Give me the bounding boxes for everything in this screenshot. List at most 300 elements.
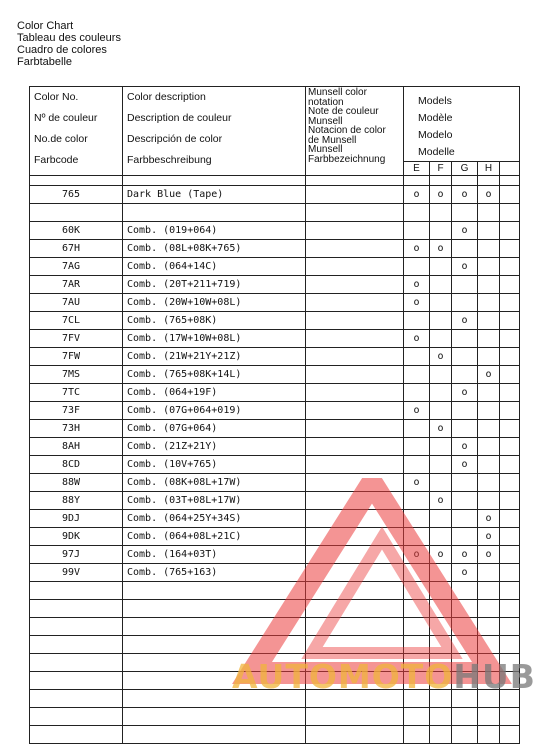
munsell-cell (306, 438, 404, 456)
blank-cell (123, 618, 306, 636)
chart-titles (17, 20, 121, 68)
table-row (30, 384, 520, 402)
blank-cell (430, 708, 452, 726)
blank-cell (30, 582, 123, 600)
model-mark-cell (404, 420, 430, 438)
blank-cell (404, 690, 430, 708)
blank-cell (452, 690, 478, 708)
table-row (30, 438, 520, 456)
munsell-cell (306, 492, 404, 510)
color-code-cell: 7AR (30, 276, 123, 294)
blank-cell (500, 726, 520, 744)
model-extra-cell (500, 186, 520, 204)
model-extra-cell (500, 276, 520, 294)
munsell-cell (306, 258, 404, 276)
table-row (30, 204, 520, 222)
model-mark-cell: o (404, 240, 430, 258)
blank-cell (306, 618, 404, 636)
title-fr: Tableau des couleurs (17, 32, 121, 44)
model-mark-cell (478, 384, 500, 402)
blank-cell (404, 726, 430, 744)
model-mark-cell (430, 510, 452, 528)
blank-cell (478, 726, 500, 744)
blank-cell (430, 636, 452, 654)
model-mark-cell: o (478, 546, 500, 564)
color-description-cell: Comb. (07G+064+019) (123, 402, 306, 420)
table-row (30, 276, 520, 294)
model-mark-cell (404, 258, 430, 276)
model-mark-cell: o (430, 240, 452, 258)
blank-row (30, 582, 520, 600)
color-code-cell: 7AU (30, 294, 123, 312)
table-row (30, 564, 520, 582)
model-mark-cell (404, 528, 430, 546)
model-mark-cell (478, 492, 500, 510)
model-letter: G (452, 162, 478, 176)
color-code-cell: 9DK (30, 528, 123, 546)
model-mark-cell (452, 510, 478, 528)
header-models: Models Modèle Modelo Modelle (404, 87, 520, 162)
color-description-cell: Comb. (064+08L+21C) (123, 528, 306, 546)
model-mark-cell: o (452, 186, 478, 204)
model-extra-cell (500, 330, 520, 348)
color-description-cell: Comb. (765+08K+14L) (123, 366, 306, 384)
color-code-cell: 765 (30, 186, 123, 204)
model-mark-cell: o (478, 510, 500, 528)
color-code-cell: 7AG (30, 258, 123, 276)
model-extra-cell (500, 546, 520, 564)
blank-cell (123, 600, 306, 618)
model-mark-cell (404, 348, 430, 366)
header-color-description: Color description Description de couleur Descripción de color Farbbeschreibung (123, 87, 306, 176)
model-mark-cell (404, 222, 430, 240)
color-code-cell: 67H (30, 240, 123, 258)
spacer-cell (123, 176, 306, 186)
color-description-cell (123, 204, 306, 222)
color-code-cell (30, 204, 123, 222)
blank-cell (30, 618, 123, 636)
blank-cell (306, 582, 404, 600)
blank-row (30, 690, 520, 708)
color-description-cell: Comb. (064+14C) (123, 258, 306, 276)
color-description-cell: Comb. (08L+08K+765) (123, 240, 306, 258)
model-mark-cell (452, 276, 478, 294)
blank-cell (478, 636, 500, 654)
model-mark-cell (430, 474, 452, 492)
table-row (30, 420, 520, 438)
model-mark-cell: o (430, 492, 452, 510)
model-extra-cell (500, 510, 520, 528)
model-mark-cell (478, 330, 500, 348)
blank-cell (306, 654, 404, 672)
table-row (30, 348, 520, 366)
spacer-row (30, 176, 520, 186)
model-mark-cell: o (452, 222, 478, 240)
color-code-cell: 99V (30, 564, 123, 582)
model-extra-cell (500, 384, 520, 402)
blank-cell (430, 690, 452, 708)
color-description-cell: Comb. (765+163) (123, 564, 306, 582)
blank-cell (478, 582, 500, 600)
blank-cell (452, 600, 478, 618)
blank-cell (478, 708, 500, 726)
blank-cell (452, 618, 478, 636)
spacer-cell (452, 176, 478, 186)
blank-cell (404, 636, 430, 654)
munsell-cell (306, 276, 404, 294)
blank-cell (430, 654, 452, 672)
table-row (30, 222, 520, 240)
blank-cell (430, 582, 452, 600)
blank-cell (30, 726, 123, 744)
spacer-cell (430, 176, 452, 186)
model-mark-cell (478, 294, 500, 312)
color-code-cell: 7FV (30, 330, 123, 348)
model-extra-cell (500, 240, 520, 258)
model-mark-cell (430, 384, 452, 402)
model-mark-cell: o (452, 438, 478, 456)
header-munsell: Munsell color notation Note de couleur Munsell Notacion de color de Munsell Munsell Farbbezeichnung (306, 87, 404, 176)
model-mark-cell (478, 402, 500, 420)
table-body (30, 176, 520, 744)
color-code-cell: 97J (30, 546, 123, 564)
model-mark-cell (404, 312, 430, 330)
munsell-cell (306, 456, 404, 474)
model-extra-cell (500, 528, 520, 546)
blank-cell (478, 672, 500, 690)
spacer-cell (478, 176, 500, 186)
blank-cell (452, 582, 478, 600)
munsell-cell (306, 384, 404, 402)
blank-row (30, 672, 520, 690)
title-de: Farbtabelle (17, 56, 73, 68)
munsell-cell (306, 402, 404, 420)
blank-cell (123, 636, 306, 654)
color-description-cell: Comb. (20T+211+719) (123, 276, 306, 294)
color-code-cell: 73H (30, 420, 123, 438)
model-mark-cell (478, 258, 500, 276)
model-mark-cell (430, 438, 452, 456)
blank-cell (500, 690, 520, 708)
model-extra-cell (500, 204, 520, 222)
munsell-cell (306, 312, 404, 330)
color-description-cell: Comb. (064+25Y+34S) (123, 510, 306, 528)
munsell-cell (306, 222, 404, 240)
blank-cell (478, 618, 500, 636)
model-extra-cell (500, 420, 520, 438)
color-code-cell: 88Y (30, 492, 123, 510)
model-mark-cell (452, 402, 478, 420)
color-description-cell: Comb. (064+19F) (123, 384, 306, 402)
color-description-cell: Comb. (21Z+21Y) (123, 438, 306, 456)
model-mark-cell (404, 366, 430, 384)
model-mark-cell: o (478, 366, 500, 384)
title-es: Cuadro de colores (17, 44, 107, 56)
header-color-no: Color No. Nº de couleur No.de color Farbcode (30, 87, 123, 176)
model-extra-cell (500, 492, 520, 510)
model-mark-cell (478, 276, 500, 294)
model-mark-cell: o (452, 384, 478, 402)
blank-cell (306, 708, 404, 726)
spacer-cell (306, 176, 404, 186)
blank-cell (404, 582, 430, 600)
model-extra-cell (500, 456, 520, 474)
blank-cell (452, 654, 478, 672)
model-mark-cell (430, 330, 452, 348)
model-mark-cell: o (430, 546, 452, 564)
color-code-cell: 73F (30, 402, 123, 420)
model-extra-cell (500, 312, 520, 330)
table-row (30, 258, 520, 276)
model-extra-cell (500, 258, 520, 276)
table-row (30, 402, 520, 420)
color-description-cell: Comb. (164+03T) (123, 546, 306, 564)
model-mark-cell: o (404, 402, 430, 420)
blank-cell (123, 726, 306, 744)
model-mark-cell (430, 564, 452, 582)
model-mark-cell: o (452, 456, 478, 474)
model-mark-cell (430, 204, 452, 222)
table-row (30, 492, 520, 510)
model-letter: E (404, 162, 430, 176)
spacer-cell (30, 176, 123, 186)
blank-row (30, 708, 520, 726)
model-mark-cell (478, 564, 500, 582)
blank-cell (500, 600, 520, 618)
color-description-cell: Comb. (03T+08L+17W) (123, 492, 306, 510)
table-row (30, 546, 520, 564)
blank-cell (430, 726, 452, 744)
table-row (30, 330, 520, 348)
blank-cell (404, 600, 430, 618)
model-mark-cell (452, 294, 478, 312)
color-description-cell: Comb. (019+064) (123, 222, 306, 240)
munsell-cell (306, 564, 404, 582)
munsell-cell (306, 546, 404, 564)
model-letter: H (478, 162, 500, 176)
blank-cell (123, 708, 306, 726)
model-extra-cell (500, 294, 520, 312)
blank-row (30, 636, 520, 654)
model-mark-cell (430, 294, 452, 312)
model-mark-cell (452, 204, 478, 222)
color-code-cell: 88W (30, 474, 123, 492)
blank-cell (30, 636, 123, 654)
model-mark-cell (452, 348, 478, 366)
color-code-cell: 7MS (30, 366, 123, 384)
blank-cell (452, 672, 478, 690)
model-mark-cell: o (430, 420, 452, 438)
blank-cell (500, 636, 520, 654)
table-row (30, 240, 520, 258)
model-extra-cell (500, 348, 520, 366)
blank-cell (306, 726, 404, 744)
blank-cell (452, 726, 478, 744)
munsell-cell (306, 510, 404, 528)
model-mark-cell (452, 492, 478, 510)
blank-row (30, 726, 520, 744)
table-row (30, 294, 520, 312)
blank-cell (306, 636, 404, 654)
model-mark-cell (478, 456, 500, 474)
munsell-cell (306, 204, 404, 222)
blank-cell (30, 690, 123, 708)
color-code-cell: 7CL (30, 312, 123, 330)
color-code-cell: 8AH (30, 438, 123, 456)
model-mark-cell: o (404, 546, 430, 564)
model-mark-cell (430, 528, 452, 546)
model-mark-cell: o (478, 186, 500, 204)
blank-row (30, 654, 520, 672)
model-extra-cell (500, 222, 520, 240)
blank-cell (430, 600, 452, 618)
model-mark-cell (452, 330, 478, 348)
model-mark-cell (430, 258, 452, 276)
blank-cell (500, 654, 520, 672)
munsell-cell (306, 528, 404, 546)
munsell-cell (306, 420, 404, 438)
blank-cell (123, 672, 306, 690)
model-mark-cell (452, 420, 478, 438)
table-row (30, 528, 520, 546)
blank-cell (430, 672, 452, 690)
blank-cell (478, 654, 500, 672)
blank-cell (500, 672, 520, 690)
munsell-cell (306, 240, 404, 258)
color-description-cell: Comb. (17W+10W+08L) (123, 330, 306, 348)
table-row (30, 312, 520, 330)
color-code-cell: 9DJ (30, 510, 123, 528)
model-mark-cell: o (404, 186, 430, 204)
blank-cell (30, 654, 123, 672)
model-mark-cell: o (452, 546, 478, 564)
color-code-cell: 7TC (30, 384, 123, 402)
model-extra-cell (500, 474, 520, 492)
model-extra-cell (500, 402, 520, 420)
model-mark-cell (404, 510, 430, 528)
model-mark-cell (430, 222, 452, 240)
table-row (30, 366, 520, 384)
model-mark-cell: o (452, 258, 478, 276)
model-extra-cell (500, 438, 520, 456)
model-mark-cell (404, 564, 430, 582)
watermark-part2: HUB (453, 657, 536, 696)
munsell-cell (306, 474, 404, 492)
model-mark-cell (452, 240, 478, 258)
blank-cell (123, 654, 306, 672)
model-mark-cell (404, 456, 430, 474)
blank-cell (500, 582, 520, 600)
blank-cell (478, 600, 500, 618)
model-mark-cell: o (430, 186, 452, 204)
blank-row (30, 618, 520, 636)
table-row (30, 474, 520, 492)
model-mark-cell (478, 240, 500, 258)
table-row (30, 510, 520, 528)
model-mark-cell: o (452, 564, 478, 582)
blank-cell (404, 708, 430, 726)
model-mark-cell (430, 402, 452, 420)
model-mark-cell (478, 204, 500, 222)
munsell-cell (306, 186, 404, 204)
model-mark-cell: o (404, 474, 430, 492)
model-mark-cell (404, 204, 430, 222)
model-mark-cell: o (478, 528, 500, 546)
header-row (30, 87, 520, 162)
model-mark-cell (430, 312, 452, 330)
munsell-cell (306, 330, 404, 348)
color-code-cell: 8CD (30, 456, 123, 474)
blank-cell (430, 618, 452, 636)
color-description-cell: Comb. (08K+08L+17W) (123, 474, 306, 492)
blank-cell (404, 654, 430, 672)
model-mark-cell (478, 438, 500, 456)
blank-cell (123, 690, 306, 708)
blank-cell (30, 600, 123, 618)
color-description-cell: Comb. (765+08K) (123, 312, 306, 330)
model-letter: F (430, 162, 452, 176)
model-letter-blank (500, 162, 520, 176)
blank-cell (306, 690, 404, 708)
model-mark-cell: o (404, 276, 430, 294)
blank-cell (404, 672, 430, 690)
munsell-cell (306, 348, 404, 366)
spacer-cell (500, 176, 520, 186)
blank-cell (306, 672, 404, 690)
model-extra-cell (500, 564, 520, 582)
model-mark-cell (478, 312, 500, 330)
color-description-cell: Comb. (21W+21Y+21Z) (123, 348, 306, 366)
color-description-cell: Comb. (20W+10W+08L) (123, 294, 306, 312)
model-mark-cell (478, 348, 500, 366)
blank-cell (478, 690, 500, 708)
model-mark-cell (452, 474, 478, 492)
munsell-cell (306, 294, 404, 312)
blank-cell (404, 618, 430, 636)
color-code-cell: 7FW (30, 348, 123, 366)
table-row (30, 186, 520, 204)
table-row (30, 456, 520, 474)
model-mark-cell: o (430, 348, 452, 366)
blank-cell (452, 636, 478, 654)
blank-row (30, 600, 520, 618)
model-mark-cell: o (452, 312, 478, 330)
model-mark-cell: o (404, 330, 430, 348)
blank-cell (500, 618, 520, 636)
model-mark-cell (478, 474, 500, 492)
model-mark-cell (404, 384, 430, 402)
blank-cell (306, 600, 404, 618)
blank-cell (30, 672, 123, 690)
model-mark-cell (452, 366, 478, 384)
spacer-cell (404, 176, 430, 186)
blank-cell (30, 708, 123, 726)
model-mark-cell (478, 420, 500, 438)
munsell-cell (306, 366, 404, 384)
color-description-cell: Comb. (10V+765) (123, 456, 306, 474)
model-mark-cell: o (404, 294, 430, 312)
model-mark-cell (478, 222, 500, 240)
watermark-part1: AUTOMOTO (232, 657, 454, 696)
model-mark-cell (430, 456, 452, 474)
color-description-cell: Comb. (07G+064) (123, 420, 306, 438)
title-en: Color Chart (17, 20, 74, 32)
model-extra-cell (500, 366, 520, 384)
model-mark-cell (404, 492, 430, 510)
model-mark-cell (404, 438, 430, 456)
model-mark-cell (430, 276, 452, 294)
color-code-cell: 60K (30, 222, 123, 240)
